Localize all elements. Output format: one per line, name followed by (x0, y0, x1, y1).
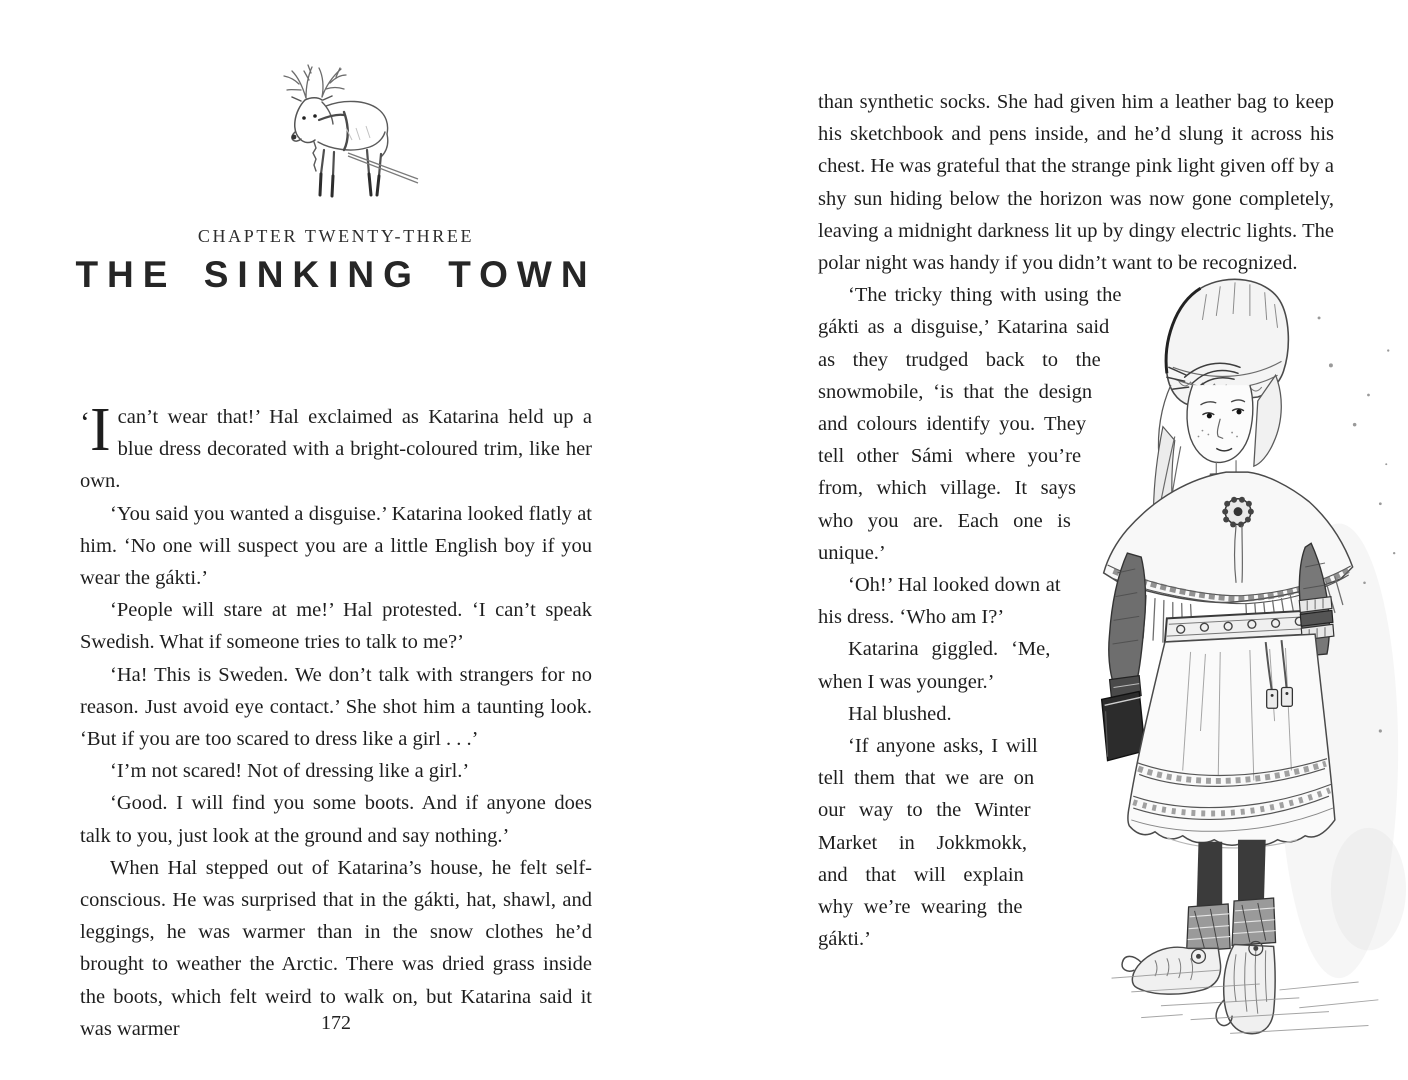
chapter-label: CHAPTER TWENTY-THREE (197, 226, 475, 246)
drop-cap-quote: ‘ (80, 406, 90, 439)
reindeer-illustration (80, 62, 592, 207)
right-page-text (818, 86, 1334, 1031)
paragraph: ‘The tricky thing with using the gákti as a disguise,’ Katarina said as they trudged back to the snowmobile, ‘is that the design and colours identify you. They tell other Sámi where you’re from, which village. It says who you are. Each one is unique.’ (818, 284, 1122, 564)
paragraph: When Hal stepped out of Katarina’s house, he felt self-conscious. He was surprised that in the gákti, hat, shawl, and leggings, he was warmer than in the snow clothes he’d brought to weather the Arctic. There was dried grass inside the boots, which felt weird to walk on, but Katarina said it was warmer (80, 856, 592, 1040)
paragraph: ‘If anyone asks, I will tell them that we are on our way to the Winter Market in Jokkmokk, and that will explain why we’re wearing the gákti.’ (818, 735, 1038, 951)
paragraph: ‘Ha! This is Sweden. We don’t talk with strangers for no reason. Just avoid eye contact.’ She shot him a taunting look. ‘But if you are too scared to dress like a girl . . .’ (80, 663, 592, 751)
drop-cap (80, 396, 111, 464)
right-page (818, 0, 1334, 1080)
paragraph: than synthetic socks. She had given him a leather bag to keep his sketchbook and pens inside, and he’d slung it across his chest. He was grateful that the strange pink light given off by a shy sun hiding below the horizon was now gone completely, leaving a midnight darkness lit up by dingy electric lights. The polar night was handy if you didn’t want to be recognized. (818, 91, 1334, 275)
drop-cap-letter: I (90, 396, 111, 464)
paragraph-text: can’t wear that!’ Hal exclaimed as Katarina held up a blue dress decorated with a bright-coloured trim, like her own. (80, 406, 592, 493)
paragraph: Hal blushed. (848, 702, 952, 725)
paragraph: ‘Good. I will find you some boots. And if anyone does talk to you, just look at the ground and say nothing.’ (80, 792, 592, 847)
opening-paragraph (80, 396, 592, 498)
left-page (75, 0, 597, 1080)
chapter-title: THE SINKING TOWN (75, 254, 597, 295)
reindeer-icon (248, 62, 424, 202)
left-page-text (80, 396, 592, 1045)
paragraph: Katarina giggled. ‘Me, when I was younger.’ (818, 638, 1051, 693)
page-number: 172 (321, 1012, 351, 1034)
paragraph: ‘I’m not scared! Not of dressing like a girl.’ (110, 760, 470, 783)
paragraph: ‘Oh!’ Hal looked down at his dress. ‘Who am I?’ (818, 574, 1061, 629)
paragraph: ‘You said you wanted a disguise.’ Katarina looked flatly at him. ‘No one will suspect you are a little English boy if you wear the gákti.’ (80, 502, 592, 590)
paragraph: ‘People will stare at me!’ Hal protested. ‘I can’t speak Swedish. What if someone tries to talk to me?’ (80, 599, 592, 654)
